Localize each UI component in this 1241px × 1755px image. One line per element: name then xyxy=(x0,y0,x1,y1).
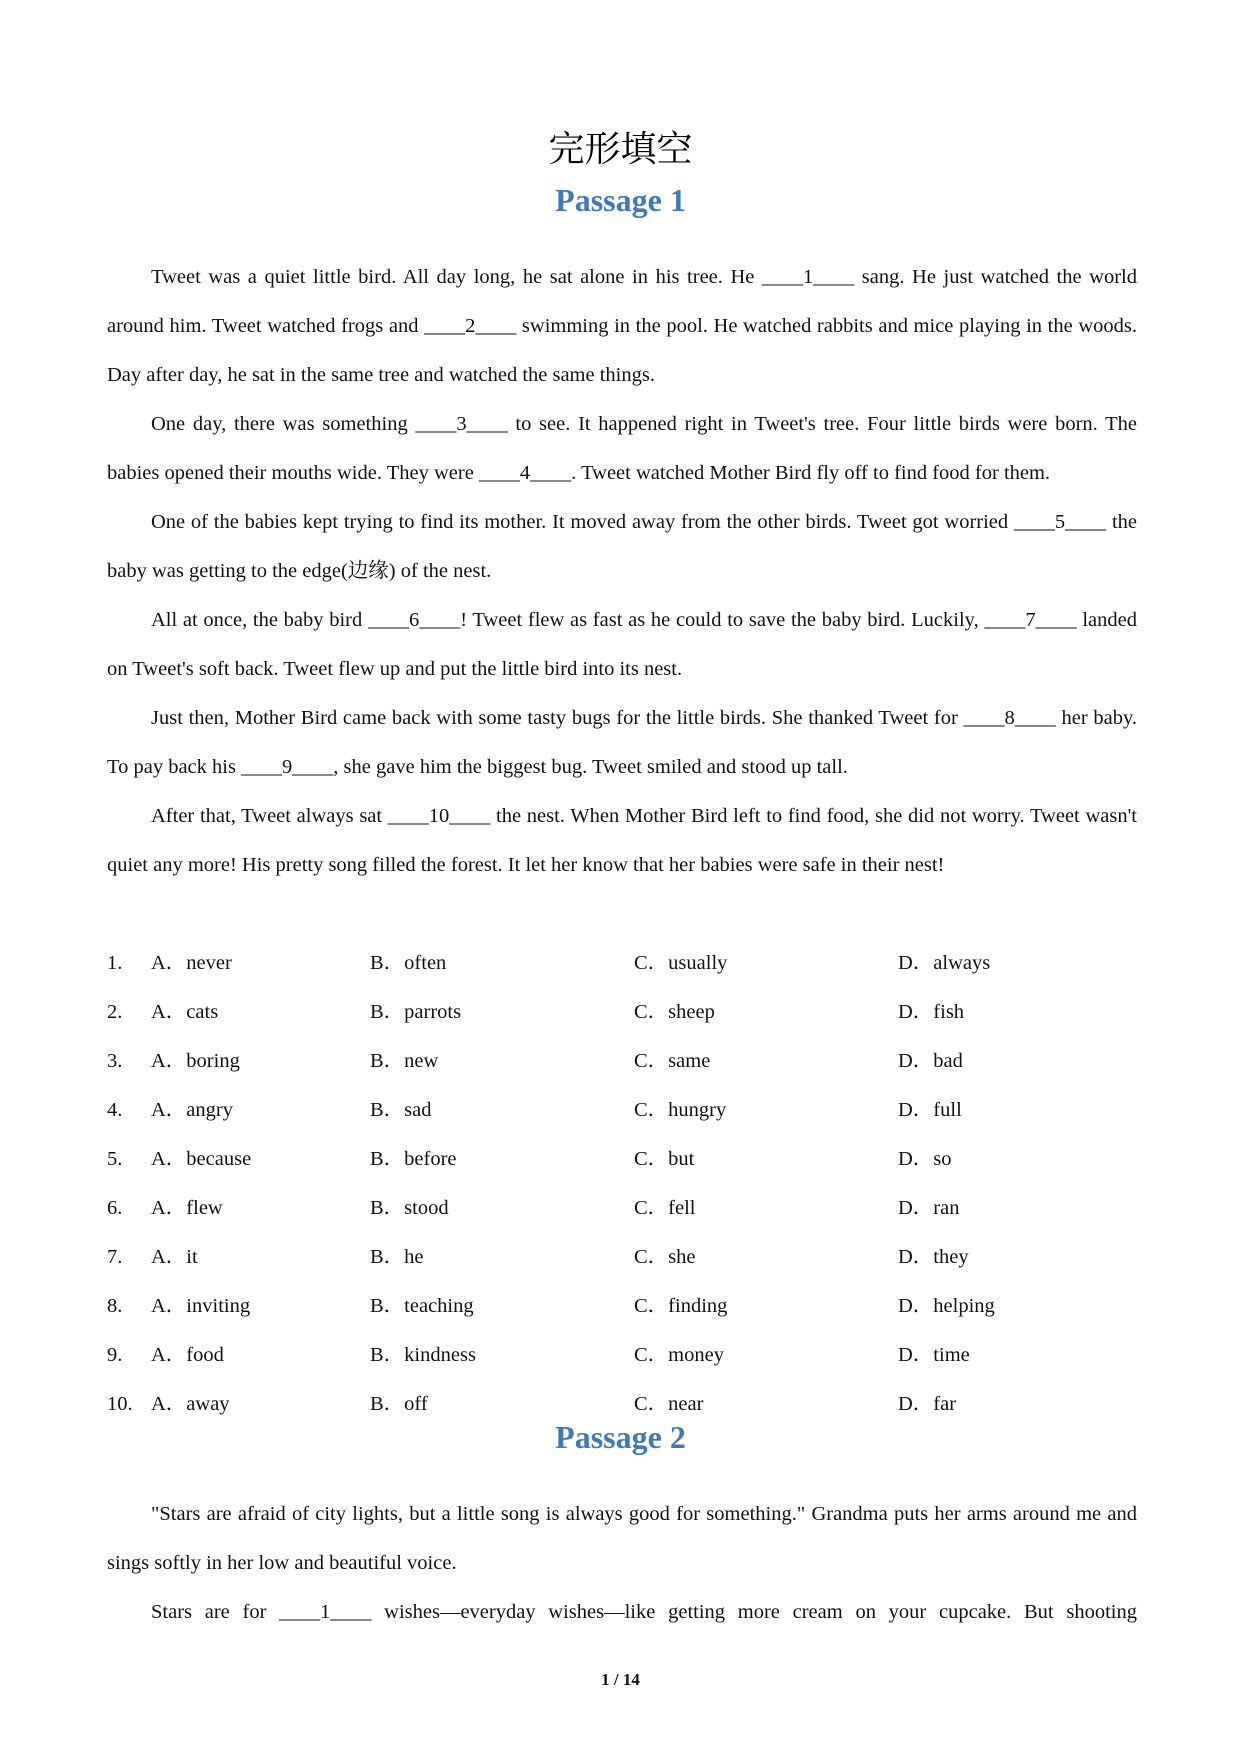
passage-1-title: Passage 1 xyxy=(555,182,686,218)
option-c: C．but xyxy=(634,1148,695,1170)
option-b: B．off xyxy=(370,1393,428,1415)
option-a: A．inviting xyxy=(151,1295,251,1317)
question-number: 10. xyxy=(107,1393,133,1415)
document-title: 完形填空 xyxy=(548,129,693,170)
paragraph: One of the babies kept trying to find its mother. It moved away from the other birds. Tweet got worried ____5____ the baby was getting to the edge(边缘) of the nest. xyxy=(107,511,1137,582)
option-a: A．boring xyxy=(151,1050,240,1072)
option-a: A．away xyxy=(151,1393,230,1415)
option-b: B．stood xyxy=(370,1197,449,1219)
option-c: C．near xyxy=(634,1393,704,1415)
question-row xyxy=(107,988,1137,1037)
option-d: D．bad xyxy=(898,1050,963,1072)
option-b: B．sad xyxy=(370,1099,432,1121)
option-d: D．fish xyxy=(898,1001,965,1023)
option-d: D．ran xyxy=(898,1197,960,1219)
passage-2-title: Passage 2 xyxy=(555,1419,686,1455)
option-a: A．food xyxy=(151,1344,224,1366)
option-d: D．always xyxy=(898,952,991,974)
option-c: C．finding xyxy=(634,1295,728,1317)
option-a: A．never xyxy=(151,952,232,974)
question-row xyxy=(107,1135,1137,1184)
option-c: C．she xyxy=(634,1246,696,1268)
option-c: C．fell xyxy=(634,1197,696,1219)
option-d: D．they xyxy=(898,1246,969,1268)
question-number: 1. xyxy=(107,952,123,974)
option-d: D．helping xyxy=(898,1295,995,1317)
question-row xyxy=(107,1086,1137,1135)
option-d: D．full xyxy=(898,1099,962,1121)
option-b: B．before xyxy=(370,1148,457,1170)
option-b: B．kindness xyxy=(370,1344,476,1366)
question-row xyxy=(107,939,1137,988)
option-c: C．usually xyxy=(634,952,728,974)
paragraph: After that, Tweet always sat ____10____ the nest. When Mother Bird left to find food, she did not worry. Tweet wasn't quiet any more! His pretty song filled the forest. It let her know that her babies were safe in their nest! xyxy=(107,805,1137,876)
option-a: A．because xyxy=(151,1148,252,1170)
paragraph: "Stars are afraid of city lights, but a little song is always good for something." Grandma puts her arms around me and sings softly in her low and beautiful voice. xyxy=(107,1503,1137,1574)
question-number: 3. xyxy=(107,1050,123,1072)
question-number: 6. xyxy=(107,1197,123,1219)
option-a: A．angry xyxy=(151,1099,233,1121)
question-number: 7. xyxy=(107,1246,123,1268)
question-number: 4. xyxy=(107,1099,123,1121)
option-d: D．so xyxy=(898,1148,952,1170)
option-c: C．same xyxy=(634,1050,711,1072)
option-a: A．cats xyxy=(151,1001,219,1023)
question-row xyxy=(107,1037,1137,1086)
option-b: B．parrots xyxy=(370,1001,462,1023)
paragraph: Just then, Mother Bird came back with some tasty bugs for the little birds. She thanked Tweet for ____8____ her baby. To pay back his ____9____, she gave him the biggest bug. Tweet smiled and stood up tall. xyxy=(107,707,1137,778)
question-row xyxy=(107,1331,1137,1380)
option-c: C．hungry xyxy=(634,1099,727,1121)
question-row xyxy=(107,1233,1137,1282)
option-b: B．new xyxy=(370,1050,439,1072)
paragraph: Tweet was a quiet little bird. All day long, he sat alone in his tree. He ____1____ sang. He just watched the world around him. Tweet watched frogs and ____2____ swimming in the pool. He watched rabbits and mice playing in the woods. Day after day, he sat in the same tree and watched the same things. xyxy=(107,266,1137,386)
question-number: 9. xyxy=(107,1344,123,1366)
paragraph: All at once, the baby bird ____6____! Tweet flew as fast as he could to save the baby bird. Luckily, ____7____ landed on Tweet's soft back. Tweet flew up and put the little bird into its nest. xyxy=(107,609,1137,680)
question-number: 8. xyxy=(107,1295,123,1317)
question-number: 5. xyxy=(107,1148,123,1170)
question-row xyxy=(107,1184,1137,1233)
option-b: B．he xyxy=(370,1246,424,1268)
passage-2-body xyxy=(107,1490,1137,1637)
passage-1-body xyxy=(107,253,1137,890)
passage-1-options xyxy=(107,939,1137,1429)
option-a: A．it xyxy=(151,1246,198,1268)
option-c: C．sheep xyxy=(634,1001,715,1023)
option-d: D．far xyxy=(898,1393,957,1415)
option-c: C．money xyxy=(634,1344,724,1366)
option-b: B．often xyxy=(370,952,447,974)
option-b: B．teaching xyxy=(370,1295,474,1317)
page-number: 1 / 14 xyxy=(601,1670,640,1689)
option-d: D．time xyxy=(898,1344,970,1366)
paragraph: One day, there was something ____3____ to see. It happened right in Tweet's tree. Four little birds were born. The babies opened their mouths wide. They were ____4____. Tweet watched Mother Bird fly off to find food for them. xyxy=(107,413,1137,484)
question-row xyxy=(107,1282,1137,1331)
question-number: 2. xyxy=(107,1001,123,1023)
option-a: A．flew xyxy=(151,1197,223,1219)
paragraph: Stars are for ____1____ wishes—everyday wishes—like getting more cream on your cupcake. But shooting xyxy=(151,1601,1137,1623)
